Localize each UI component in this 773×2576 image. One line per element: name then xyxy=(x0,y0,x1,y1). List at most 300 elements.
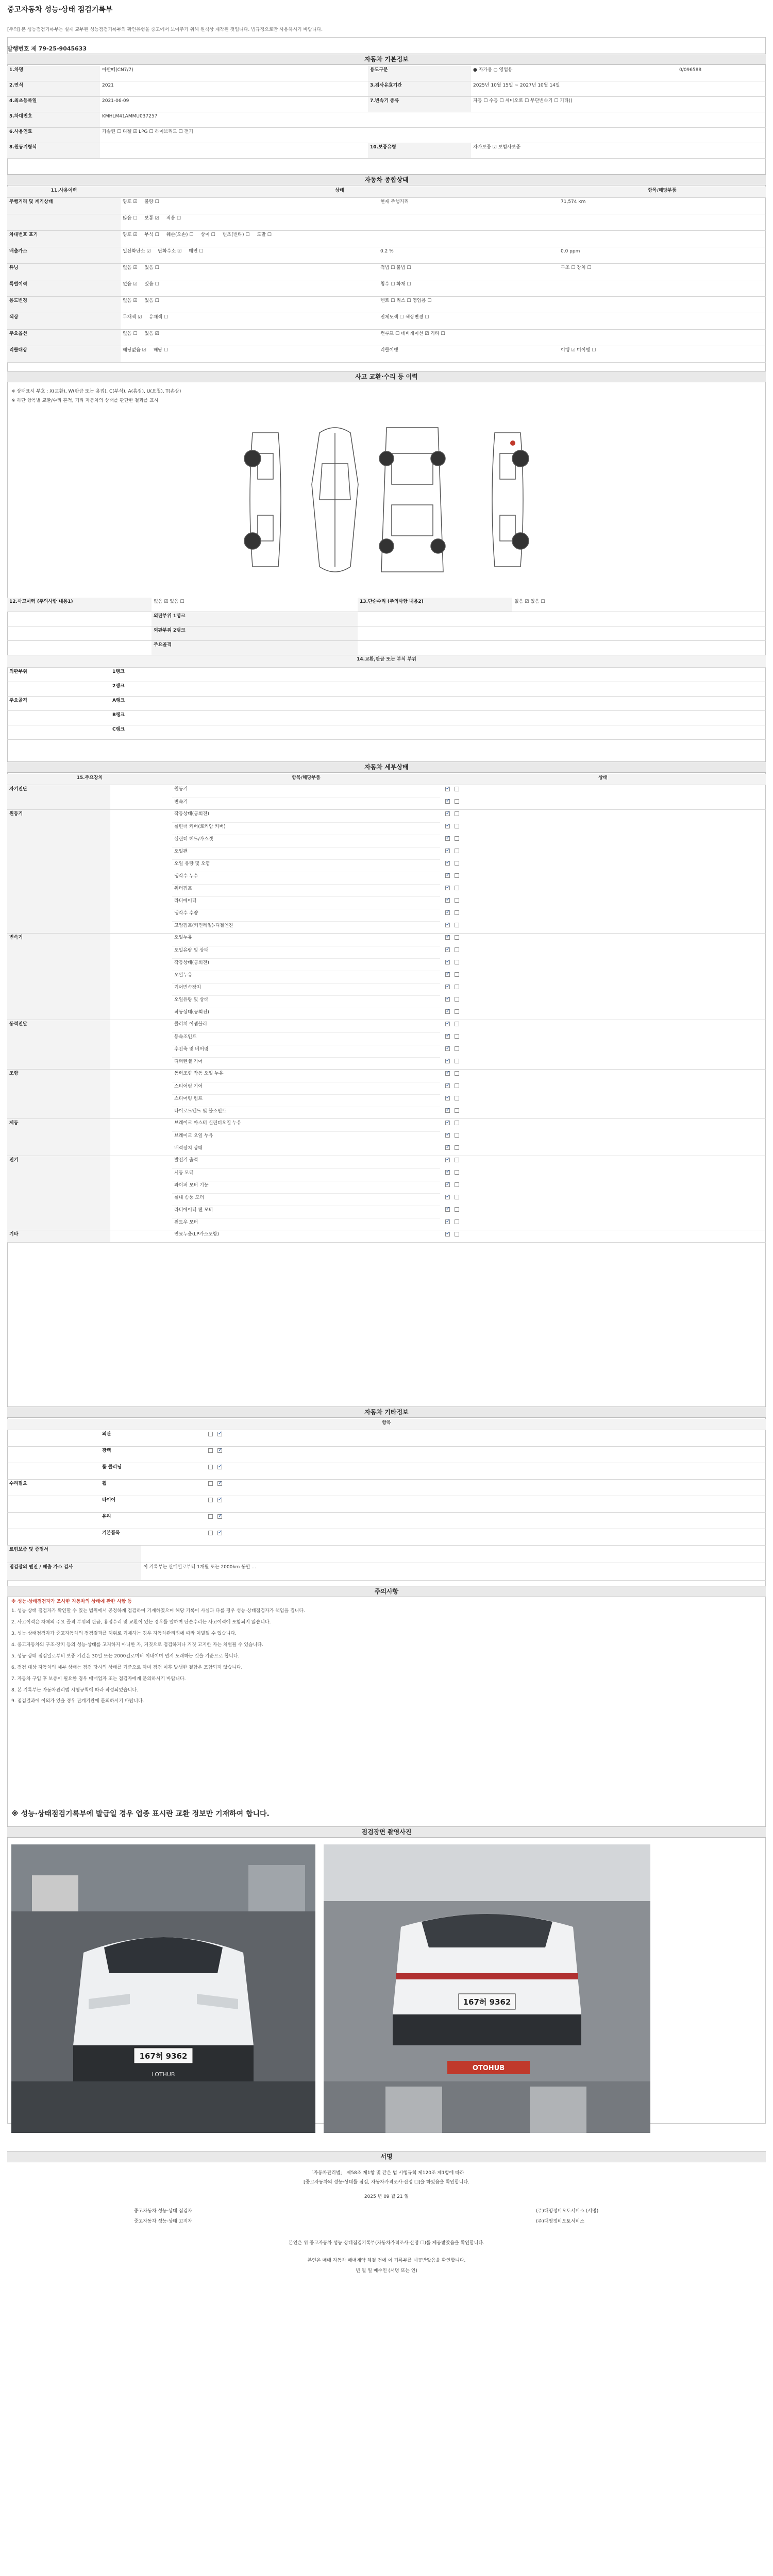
detail-item: 작동상태(공회전) xyxy=(174,811,209,817)
check-good[interactable] xyxy=(445,985,450,989)
check-no[interactable] xyxy=(217,1498,222,1502)
part-rank-label: A랭크 xyxy=(112,698,125,703)
check-good[interactable] xyxy=(445,886,450,890)
detail-item: 실린더 헤드/가스켓 xyxy=(172,835,440,847)
buyer-statement-1: 본인은 위 중고자동차 성능·상태점검기록부(자동차가격조사·산정 ☐)를 제공받았음을 확인합니다. xyxy=(289,2241,484,2246)
part-rank-label: 1랭크 xyxy=(112,669,125,674)
check-bad[interactable] xyxy=(455,1034,459,1039)
status-option[interactable]: 탄화수소 ☑ xyxy=(158,249,182,254)
overall-detail: 전체도색 ☐ 색상변경 ☐ xyxy=(380,315,429,320)
section-other-title: 자동차 기타정보 xyxy=(7,1406,766,1418)
table-row xyxy=(7,297,766,313)
table-row xyxy=(7,1529,766,1546)
check-no[interactable] xyxy=(217,1531,222,1535)
inspector-label: 중고자동차 성능·상태 점검자 xyxy=(134,2209,192,2214)
overall-options xyxy=(121,330,378,346)
overall-label: 리콜대상 xyxy=(7,346,121,362)
other-status[interactable] xyxy=(203,1513,667,1529)
detail-item: 오일 유량 및 오염 xyxy=(172,859,440,872)
detail-status[interactable] xyxy=(440,1008,766,1020)
overall-options xyxy=(121,280,378,296)
other-status[interactable] xyxy=(203,1496,667,1512)
other-status[interactable] xyxy=(203,1430,667,1446)
check-bad[interactable] xyxy=(455,811,459,816)
caution-item: 9. 점검결과에 이의가 있을 경우 관계기관에 문의하시기 바랍니다. xyxy=(11,1699,144,1704)
detail-status[interactable] xyxy=(440,1168,766,1181)
detail-status[interactable] xyxy=(440,921,766,934)
detail-item: 타이로드엔드 및 볼조인트 xyxy=(172,1107,440,1119)
detail-status[interactable] xyxy=(440,810,766,822)
repair-label: 13.단순수리 (주의사항 내용2) xyxy=(358,598,512,612)
check-bad[interactable] xyxy=(455,1083,459,1088)
table-row xyxy=(7,1119,766,1156)
detail-status[interactable] xyxy=(440,1119,766,1131)
check-bad[interactable] xyxy=(455,1121,459,1125)
overall-value: 71,574 km xyxy=(561,199,586,205)
detail-group-name: 기타 xyxy=(7,1230,110,1242)
check-bad[interactable] xyxy=(455,923,459,927)
check-bad[interactable] xyxy=(455,898,459,903)
detail-status[interactable] xyxy=(440,1156,766,1168)
check-good[interactable] xyxy=(445,1195,450,1199)
part-rank-label: 2랭크 xyxy=(112,684,125,689)
overall-header-status: 상태 xyxy=(121,187,559,197)
check-good[interactable] xyxy=(445,1133,450,1138)
check-good[interactable] xyxy=(445,1022,450,1026)
check-good[interactable] xyxy=(445,811,450,816)
check-good[interactable] xyxy=(445,972,450,977)
status-option[interactable]: 없음 ☑ xyxy=(123,282,138,287)
check-bad[interactable] xyxy=(455,1170,459,1175)
check-bad[interactable] xyxy=(455,849,459,853)
detail-status[interactable] xyxy=(440,884,766,896)
check-bad[interactable] xyxy=(455,997,459,1002)
detail-status[interactable] xyxy=(440,1218,766,1230)
detail-status[interactable] xyxy=(440,1144,766,1156)
detail-item: 배력장치 상태 xyxy=(172,1144,440,1156)
detail-status[interactable] xyxy=(440,909,766,921)
check-yes[interactable] xyxy=(208,1481,213,1486)
detail-status[interactable] xyxy=(440,1230,766,1243)
exterior-rank-label: 주요골격 xyxy=(152,641,358,655)
check-good[interactable] xyxy=(445,1009,450,1014)
check-yes[interactable] xyxy=(208,1531,213,1535)
check-bad[interactable] xyxy=(455,1108,459,1113)
table-row xyxy=(7,1230,766,1243)
table-row xyxy=(7,1447,766,1463)
check-bad[interactable] xyxy=(455,836,459,841)
detail-status[interactable] xyxy=(440,847,766,859)
check-good[interactable] xyxy=(445,849,450,853)
check-good[interactable] xyxy=(445,873,450,878)
check-yes[interactable] xyxy=(208,1448,213,1453)
detail-status[interactable] xyxy=(440,1082,766,1094)
check-good[interactable] xyxy=(445,1170,450,1175)
overall-label: 튜닝 xyxy=(7,264,121,280)
check-bad[interactable] xyxy=(455,1195,459,1199)
statement-2: [중고자동차의 성능·상태를 점검, 자동차가격조사·산정 ☐]을 하였음을 확인합니다. xyxy=(304,2180,469,2185)
status-option[interactable]: 일산화탄소 ☑ xyxy=(123,249,151,254)
check-yes[interactable] xyxy=(208,1498,213,1502)
table-row xyxy=(7,313,766,330)
car-top-view xyxy=(379,428,445,572)
overall-detail xyxy=(378,231,559,247)
overall-options xyxy=(121,297,378,313)
table-row xyxy=(7,346,766,363)
check-bad[interactable] xyxy=(455,1133,459,1138)
detail-item: 와이퍼 모터 기능 xyxy=(172,1181,440,1193)
check-good[interactable] xyxy=(445,947,450,952)
check-no[interactable] xyxy=(217,1481,222,1486)
status-option[interactable]: 유채색 ☐ xyxy=(149,315,169,320)
status-option[interactable]: 상이 ☐ xyxy=(200,232,215,238)
check-good[interactable] xyxy=(445,1121,450,1125)
status-option[interactable]: 있음 ☑ xyxy=(144,331,159,336)
check-good[interactable] xyxy=(445,1108,450,1113)
status-option[interactable]: 훼손(오손) ☐ xyxy=(166,232,194,238)
status-option[interactable]: 있음 ☐ xyxy=(144,298,159,303)
detail-status[interactable] xyxy=(440,1107,766,1119)
table-row xyxy=(7,143,766,159)
check-bad[interactable] xyxy=(455,985,459,989)
detail-status[interactable] xyxy=(440,1131,766,1144)
buyer-sign-line: 년 월 일 매수인 (서명 또는 인) xyxy=(356,2268,417,2274)
status-option[interactable]: 해당 ☐ xyxy=(153,348,169,353)
check-bad[interactable] xyxy=(455,1145,459,1150)
detail-status[interactable] xyxy=(440,958,766,971)
detail-status[interactable] xyxy=(440,798,766,810)
check-good[interactable] xyxy=(445,997,450,1002)
check-bad[interactable] xyxy=(455,1009,459,1014)
detail-status[interactable] xyxy=(440,785,766,798)
car-right-side-view xyxy=(492,433,529,567)
overall-detail: 리콜이행 xyxy=(380,348,398,353)
table-row xyxy=(7,1563,766,1581)
overall-value xyxy=(559,280,766,296)
overall-value xyxy=(559,330,766,346)
detail-item: 기어변속장치 xyxy=(172,983,440,995)
detail-status[interactable] xyxy=(440,896,766,909)
other-row-label: 룸 클리닝 xyxy=(102,1465,122,1470)
check-good[interactable] xyxy=(445,1232,450,1236)
detail-group-name: 제동 xyxy=(7,1119,110,1156)
other-status[interactable] xyxy=(203,1529,667,1545)
check-bad[interactable] xyxy=(455,935,459,940)
detail-status[interactable] xyxy=(440,1057,766,1070)
overall-options xyxy=(121,214,378,230)
other-group-label: 수리필요 xyxy=(9,1481,27,1486)
table-row xyxy=(7,785,766,810)
table-row xyxy=(7,198,766,214)
check-bad[interactable] xyxy=(455,1059,459,1063)
caution-item: 6. 점검 대상 자동차의 세부 상태는 점검 당시의 상태를 기준으로 하며 점검 이후 발생한 결함은 포함되지 않습니다. xyxy=(11,1665,243,1670)
detail-header-group: 15.주요장치 xyxy=(7,774,172,785)
detail-item: 발전기 출력 xyxy=(174,1158,198,1163)
detail-item: 작동상태(공회전) xyxy=(172,958,440,971)
other-status[interactable] xyxy=(203,1480,667,1496)
detail-item: 원동기 xyxy=(174,787,188,792)
doc-title: 중고자동차 성능·상태 점검기록부 xyxy=(7,6,113,14)
detail-header-status: 상태 xyxy=(440,774,766,785)
other-status[interactable] xyxy=(203,1463,667,1479)
detail-status[interactable] xyxy=(440,1181,766,1193)
check-yes[interactable] xyxy=(208,1514,213,1519)
detail-status[interactable] xyxy=(440,1070,766,1082)
detail-status[interactable] xyxy=(440,934,766,946)
table-row xyxy=(7,1156,766,1230)
repair-value: 없음 ☑ 있음 ☐ xyxy=(514,599,545,604)
buyer-statement-2: 본인은 매매 자동차 매매계약 체결 전에 이 기록부를 제공받았음을 확인합니다. xyxy=(307,2258,466,2263)
check-good[interactable] xyxy=(445,1046,450,1051)
check-good[interactable] xyxy=(445,1207,450,1212)
section-cautions-title: 주의사항 xyxy=(7,1586,766,1597)
other-row-label: 기본품목 xyxy=(102,1531,120,1536)
status-option[interactable]: 해당없음 ☑ xyxy=(123,348,146,353)
check-bad[interactable] xyxy=(455,886,459,890)
check-bad[interactable] xyxy=(455,1182,459,1187)
overall-value xyxy=(559,313,766,329)
cautions-block xyxy=(11,1599,759,1709)
section-detail-title: 자동차 세부상태 xyxy=(7,761,766,773)
other-status[interactable] xyxy=(203,1447,667,1463)
status-option[interactable]: 없음 ☐ xyxy=(123,331,138,336)
status-option[interactable]: 도말 ☐ xyxy=(257,232,272,238)
check-bad[interactable] xyxy=(455,947,459,952)
check-yes[interactable] xyxy=(208,1432,213,1436)
status-option[interactable]: 있음 ☐ xyxy=(144,265,159,270)
check-good[interactable] xyxy=(445,861,450,866)
check-good[interactable] xyxy=(445,799,450,804)
basic-extra-label: 용도구분 xyxy=(368,66,471,81)
check-bad[interactable] xyxy=(455,960,459,964)
detail-item: 고압펌프(커먼레일)-디젤엔진 xyxy=(172,921,440,934)
table-row xyxy=(7,655,766,668)
status-option[interactable]: 부식 ☐ xyxy=(144,232,159,238)
damage-row-title: 14.교환,판금 또는 부식 부위 xyxy=(7,655,766,667)
detail-status[interactable] xyxy=(440,1020,766,1032)
caution-item: 5. 성능·상태 점검일로부터 보증 기간은 30일 또는 2000킬로미터 이내이며 먼저 도래하는 것을 기준으로 합니다. xyxy=(11,1653,240,1659)
caution-item: 8. 본 기록부는 자동차관리법 시행규칙에 따라 작성되었습니다. xyxy=(11,1687,138,1693)
basic-label: 1.차명 xyxy=(7,66,100,81)
status-option[interactable]: 양호 ☑ xyxy=(123,199,138,205)
basic-value: 2021-06-09 xyxy=(102,98,129,104)
detail-header-item: 항목/해당부품 xyxy=(172,774,440,785)
detail-item: 연료누출(LP가스포함) xyxy=(174,1232,220,1237)
caution-item: 1. 성능·상태 점검자가 확인할 수 있는 범위에서 공정하게 점검하여 기재하였으며 해당 기록이 사실과 다를 경우 성능·상태점검자가 책임을 집니다. xyxy=(11,1608,306,1614)
detail-item: 스티어링 기어 xyxy=(172,1082,440,1094)
overall-label: 특별이력 xyxy=(7,280,121,296)
legend-line-2: ※ 하단 항목별 교환/수리 흔적, 기타 자동차의 상태를 판단한 결과를 표시 xyxy=(11,398,159,403)
check-bad[interactable] xyxy=(455,787,459,791)
check-bad[interactable] xyxy=(455,910,459,915)
check-bad[interactable] xyxy=(455,1158,459,1162)
check-good[interactable] xyxy=(445,910,450,915)
check-bad[interactable] xyxy=(455,824,459,828)
check-bad[interactable] xyxy=(455,1207,459,1212)
check-no[interactable] xyxy=(217,1465,222,1469)
check-good[interactable] xyxy=(445,1145,450,1150)
detail-status[interactable] xyxy=(440,1193,766,1206)
check-bad[interactable] xyxy=(455,1022,459,1026)
other-bottom-value xyxy=(141,1546,766,1563)
check-good[interactable] xyxy=(445,935,450,940)
check-yes[interactable] xyxy=(208,1465,213,1469)
overall-options xyxy=(121,313,378,329)
check-good[interactable] xyxy=(445,1034,450,1039)
cautions-heading: ※ 성능·상태점검자가 조사한 자동차의 상태에 관한 사항 등 xyxy=(11,1599,132,1604)
check-bad[interactable] xyxy=(455,1232,459,1236)
overall-detail: 적법 ☐ 불법 ☐ xyxy=(380,265,411,270)
basic-extra-value: 자동 ☐ 수동 ☐ 세미오토 ☐ 무단변속기 ☐ 기타() xyxy=(473,98,573,104)
legend-line-1: ※ 상태표시 부호 : X(교환), W(판금 또는 용접), C(부식), A(흠집), U(요철), T(손상) xyxy=(11,389,181,394)
check-bad[interactable] xyxy=(455,873,459,878)
check-good[interactable] xyxy=(445,787,450,791)
doc-number: 발행번호 제 79-25-9045633 xyxy=(7,45,87,52)
table-row xyxy=(7,641,766,655)
detail-status[interactable] xyxy=(440,1045,766,1057)
overall-value: 0.0 ppm xyxy=(561,249,580,254)
caution-item: 7. 자동차 구입 후 보증이 필요한 경우 매매업자 또는 점검자에게 문의하시기 바랍니다. xyxy=(11,1676,186,1682)
other-row-label: 외관 xyxy=(102,1432,111,1437)
caution-item: 3. 성능·상태점검자가 중고자동차의 점검결과를 허위로 기재하는 경우 자동차관리법에 따라 처벌될 수 있습니다. xyxy=(11,1631,237,1636)
status-option[interactable]: 적음 ☐ xyxy=(166,216,181,221)
table-row xyxy=(7,1513,766,1529)
detail-status[interactable] xyxy=(440,1094,766,1107)
check-good[interactable] xyxy=(445,960,450,964)
check-good[interactable] xyxy=(445,1096,450,1100)
detail-item: 클러치 어셈블리 xyxy=(174,1022,207,1027)
check-bad[interactable] xyxy=(455,799,459,804)
detail-item: 오일유량 및 상태 xyxy=(172,995,440,1008)
car-damage-diagram xyxy=(232,412,541,587)
detail-status[interactable] xyxy=(440,1032,766,1045)
check-good[interactable] xyxy=(445,923,450,927)
overall-header-label: 11.사용이력 xyxy=(7,187,121,197)
overall-value xyxy=(559,231,766,247)
table-row xyxy=(7,598,766,612)
overall-label: 차대번호 표기 xyxy=(7,231,121,247)
check-good[interactable] xyxy=(445,1059,450,1063)
car-left-side-view xyxy=(244,433,281,567)
check-good[interactable] xyxy=(445,1219,450,1224)
check-no[interactable] xyxy=(217,1432,222,1436)
overall-detail: 썬루프 ☐ 네비게이션 ☑ 기타 ☐ xyxy=(380,331,445,336)
detail-group-name: 변속기 xyxy=(7,934,110,1020)
check-good[interactable] xyxy=(445,836,450,841)
basic-label: 5.차대번호 xyxy=(7,112,100,127)
check-no[interactable] xyxy=(217,1448,222,1453)
status-option[interactable]: 없음 ☑ xyxy=(123,298,138,303)
check-good[interactable] xyxy=(445,1083,450,1088)
detail-item: 오일누유 xyxy=(172,971,440,983)
status-option[interactable]: 무채색 ☑ xyxy=(123,315,142,320)
check-bad[interactable] xyxy=(455,1046,459,1051)
check-good[interactable] xyxy=(445,824,450,828)
detail-item: 스티어링 펌프 xyxy=(172,1094,440,1107)
table-row xyxy=(7,66,766,81)
part-group-label: 외판부위 xyxy=(9,669,27,674)
basic-extra-value: 자가보증 ☑ 보험사보증 xyxy=(473,145,521,150)
status-option[interactable]: 매연 ☐ xyxy=(189,249,204,254)
overall-label: 색상 xyxy=(7,313,121,329)
detail-item: 디퍼렌셜 기어 xyxy=(172,1057,440,1070)
check-bad[interactable] xyxy=(455,1219,459,1224)
table-row xyxy=(7,934,766,1020)
table-row xyxy=(7,1020,766,1070)
detail-item: 오일누유 xyxy=(174,935,192,940)
check-good[interactable] xyxy=(445,1182,450,1187)
overall-detail: 렌트 ☐ 리스 ☐ 영업용 ☐ xyxy=(380,298,432,303)
detail-status[interactable] xyxy=(440,971,766,983)
detail-status[interactable] xyxy=(440,983,766,995)
overall-options xyxy=(121,346,378,362)
detail-item: 냉각수 누수 xyxy=(172,872,440,884)
check-bad[interactable] xyxy=(455,972,459,977)
detail-status[interactable] xyxy=(440,1206,766,1218)
detail-status[interactable] xyxy=(440,946,766,958)
check-good[interactable] xyxy=(445,898,450,903)
other-header: 항목 xyxy=(7,1419,766,1430)
table-row xyxy=(7,187,766,198)
overall-options xyxy=(121,198,378,214)
status-option[interactable]: 없음 ☑ xyxy=(123,265,138,270)
overall-label: 용도변경 xyxy=(7,297,121,313)
table-row xyxy=(7,280,766,297)
status-option[interactable]: 있음 ☐ xyxy=(144,282,159,287)
basic-label: 4.최초등록일 xyxy=(7,97,100,112)
accident-label: 12.사고이력 (주의사항 내용1) xyxy=(7,598,152,612)
section-basic-info-title: 자동차 기본정보 xyxy=(7,54,766,65)
detail-status[interactable] xyxy=(440,872,766,884)
other-row-label: 휠 xyxy=(102,1481,107,1486)
detail-status[interactable] xyxy=(440,822,766,835)
detail-item: 작동상태(공회전) xyxy=(172,1008,440,1020)
other-row-label: 타이어 xyxy=(102,1498,116,1503)
basic-label: 8.원동기형식 xyxy=(7,143,100,158)
table-row xyxy=(7,1546,766,1563)
basic-value: KMHLM41AMMU037257 xyxy=(102,114,158,119)
status-option[interactable]: 보통 ☑ xyxy=(144,216,159,221)
overall-label: 주요옵션 xyxy=(7,330,121,346)
exterior-rank-label: 외판부위 2랭크 xyxy=(152,626,358,640)
check-good[interactable] xyxy=(445,1158,450,1162)
status-option[interactable]: 변조(변타) ☐ xyxy=(222,232,250,238)
table-row xyxy=(7,1430,766,1447)
detail-item: 시동 모터 xyxy=(172,1168,440,1181)
detail-item: 오일유량 및 상태 xyxy=(172,946,440,958)
other-bottom-label: 점검장의 엔진 / 배출 가스 검사 xyxy=(7,1563,141,1580)
statement-1: 「자동차관리법」 제58조 제1항 및 같은 법 시행규칙 제120조 제1항에 따라 xyxy=(309,2171,464,2176)
check-good[interactable] xyxy=(445,1071,450,1076)
check-no[interactable] xyxy=(217,1514,222,1519)
basic-extra-value: 2025년 10월 15일 ~ 2027년 10월 14일 xyxy=(473,83,560,88)
detail-status[interactable] xyxy=(440,859,766,872)
overall-value: 이행 ☑ 미이행 ☐ xyxy=(561,348,596,353)
table-row xyxy=(7,97,766,112)
check-bad[interactable] xyxy=(455,1071,459,1076)
detail-status[interactable] xyxy=(440,835,766,847)
status-option[interactable]: 많음 ☐ xyxy=(123,216,138,221)
part-rank-label: C랭크 xyxy=(112,727,125,732)
notifier-name: (주)대영정비오토서비스 xyxy=(536,2219,584,2224)
detail-item: 실내 송풍 모터 xyxy=(172,1193,440,1206)
check-bad[interactable] xyxy=(455,861,459,866)
status-option[interactable]: 불량 ☐ xyxy=(144,199,159,205)
detail-status[interactable] xyxy=(440,995,766,1008)
check-bad[interactable] xyxy=(455,1096,459,1100)
notifier-label: 중고자동차 성능·상태 고지자 xyxy=(134,2219,192,2224)
status-option[interactable]: 양호 ☑ xyxy=(123,232,138,238)
